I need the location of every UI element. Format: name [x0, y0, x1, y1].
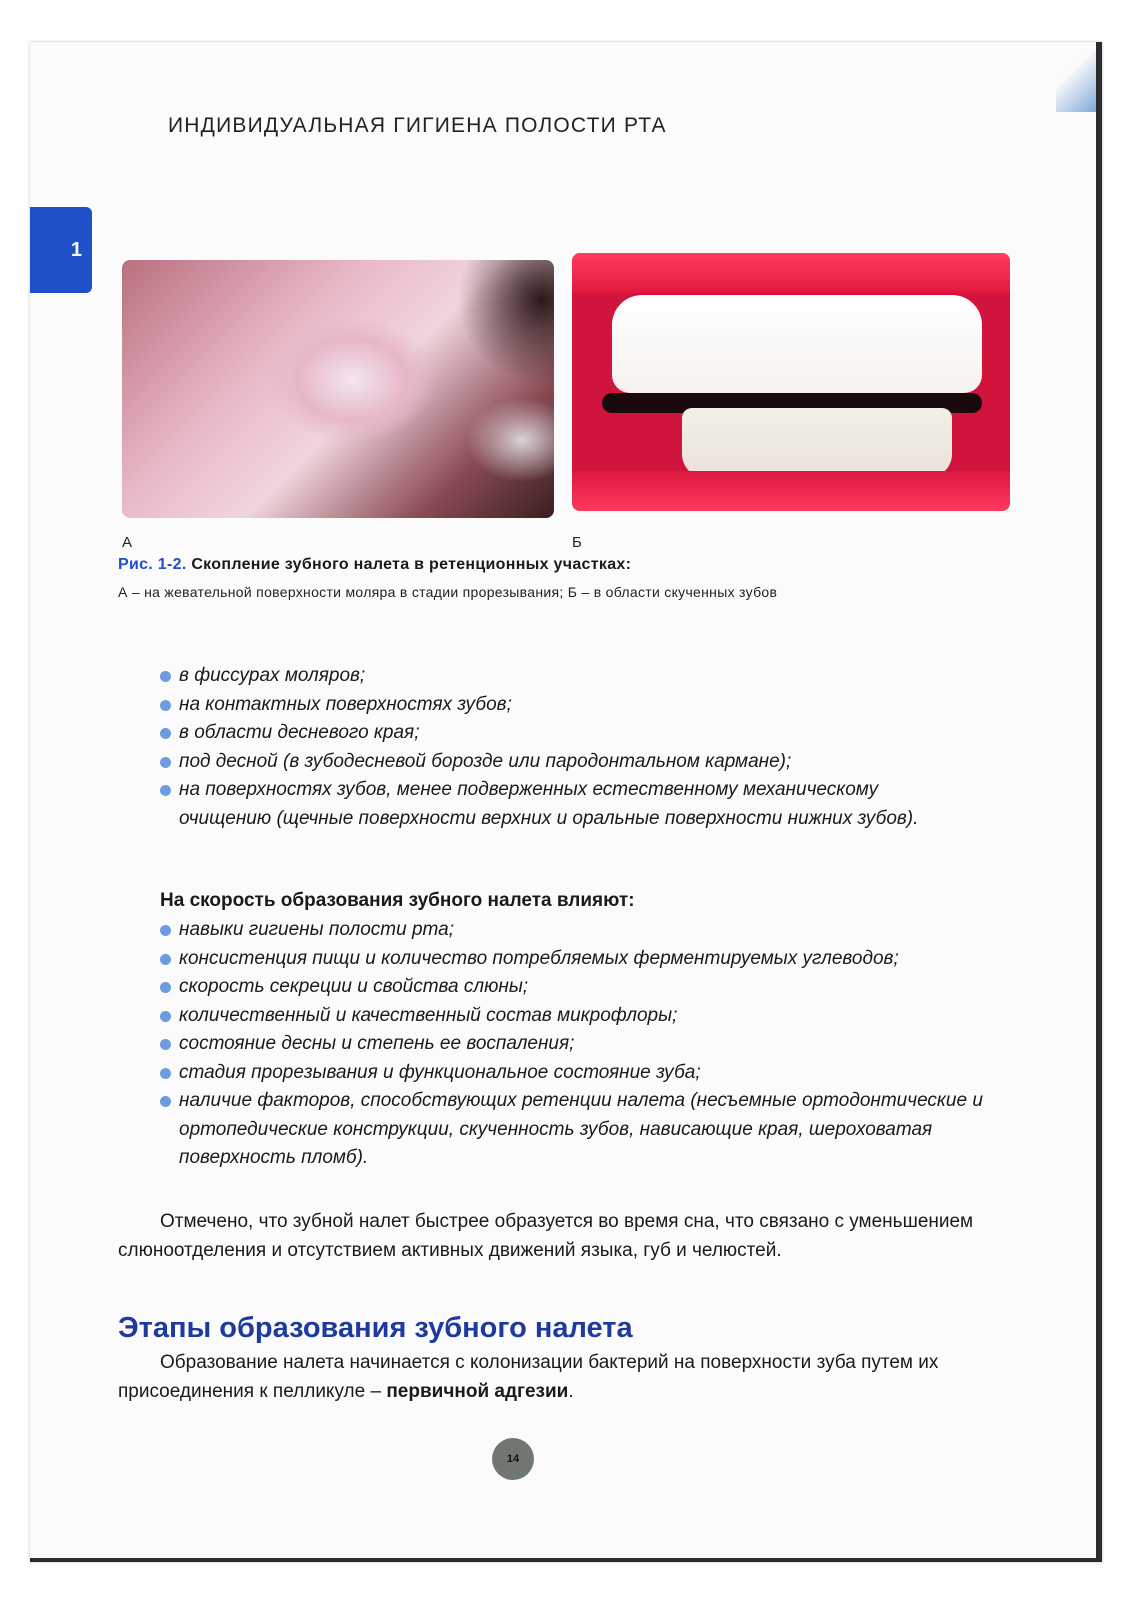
running-header: ИНДИВИДУАЛЬНАЯ ГИГИЕНА ПОЛОСТИ РТА	[168, 114, 667, 137]
plaque-locations-list	[160, 662, 960, 833]
paragraph-sleep: Отмечено, что зубной налет быстрее образуется во время сна, что связано с уменьшением слюноотделения и отсутствием активных движений языка, губ и челюстей.	[118, 1211, 974, 1261]
adhesion-term: первичной адгезии	[386, 1381, 569, 1402]
photo-label-b: Б	[572, 534, 582, 551]
figure-caption-title	[118, 556, 631, 574]
photo-upper-teeth	[612, 295, 982, 393]
list-item: навыки гигиены полости рта;	[160, 916, 1040, 945]
adhesion-text-end: .	[568, 1381, 574, 1402]
list-item: в фиссурах моляров;	[160, 662, 960, 691]
adhesion-text: Образование налета начинается с колонизации бактерий на поверхности зуба путем их присоединения к пелликуле –	[118, 1352, 939, 1402]
section-title: Этапы образования зубного налета	[118, 1312, 633, 1344]
photo-upper-lip	[572, 253, 1010, 293]
figure-title: Скопление зубного налета в ретенционных участках:	[191, 556, 632, 573]
list-item: состояние десны и степень ее воспаления;	[160, 1030, 1040, 1059]
figure-caption-text: А – на жевательной поверхности моляра в стадии прорезывания; Б – в области скученных зубов	[118, 584, 778, 600]
list-item: в области десневого края;	[160, 719, 960, 748]
figure-number: Рис. 1-2.	[118, 556, 187, 573]
page-number: 14	[492, 1438, 534, 1480]
plaque-factors-list	[160, 916, 1040, 1173]
list-item: количественный и качественный состав микрофлоры;	[160, 1002, 1040, 1031]
list-item: стадия прорезывания и функциональное состояние зуба;	[160, 1059, 1040, 1088]
list-item: консистенция пищи и количество потребляемых ферментируемых углеводов;	[160, 945, 1040, 974]
photo-label-a: А	[122, 534, 133, 551]
paragraph-adhesion	[118, 1348, 1018, 1406]
photo-crowded-teeth	[572, 253, 1010, 511]
list-item: на поверхностях зубов, менее подверженных естественному механическому очищению (щечные поверхности верхних и оральные поверхности нижних зубов).	[160, 776, 960, 833]
page-corner-decoration	[1056, 42, 1096, 112]
list-item: под десной (в зубодесневой борозде или пародонтальном кармане);	[160, 748, 960, 777]
chapter-tab	[30, 207, 92, 293]
list-item: скорость секреции и свойства слюны;	[160, 973, 1040, 1002]
list-item: на контактных поверхностях зубов;	[160, 691, 960, 720]
photo-molar-plaque	[122, 260, 554, 518]
book-page	[30, 42, 1102, 1562]
photo-lower-teeth	[682, 408, 952, 478]
factors-heading: На скорость образования зубного налета влияют:	[160, 890, 635, 911]
chapter-number: 1	[70, 238, 82, 261]
list-item: наличие факторов, способствующих ретенции налета (несъемные ортодонтические и ортопедические конструкции, скученность зубов, нависающие края, шероховатая поверхность пломб).	[160, 1087, 1040, 1173]
photo-lower-lip	[572, 471, 1010, 511]
